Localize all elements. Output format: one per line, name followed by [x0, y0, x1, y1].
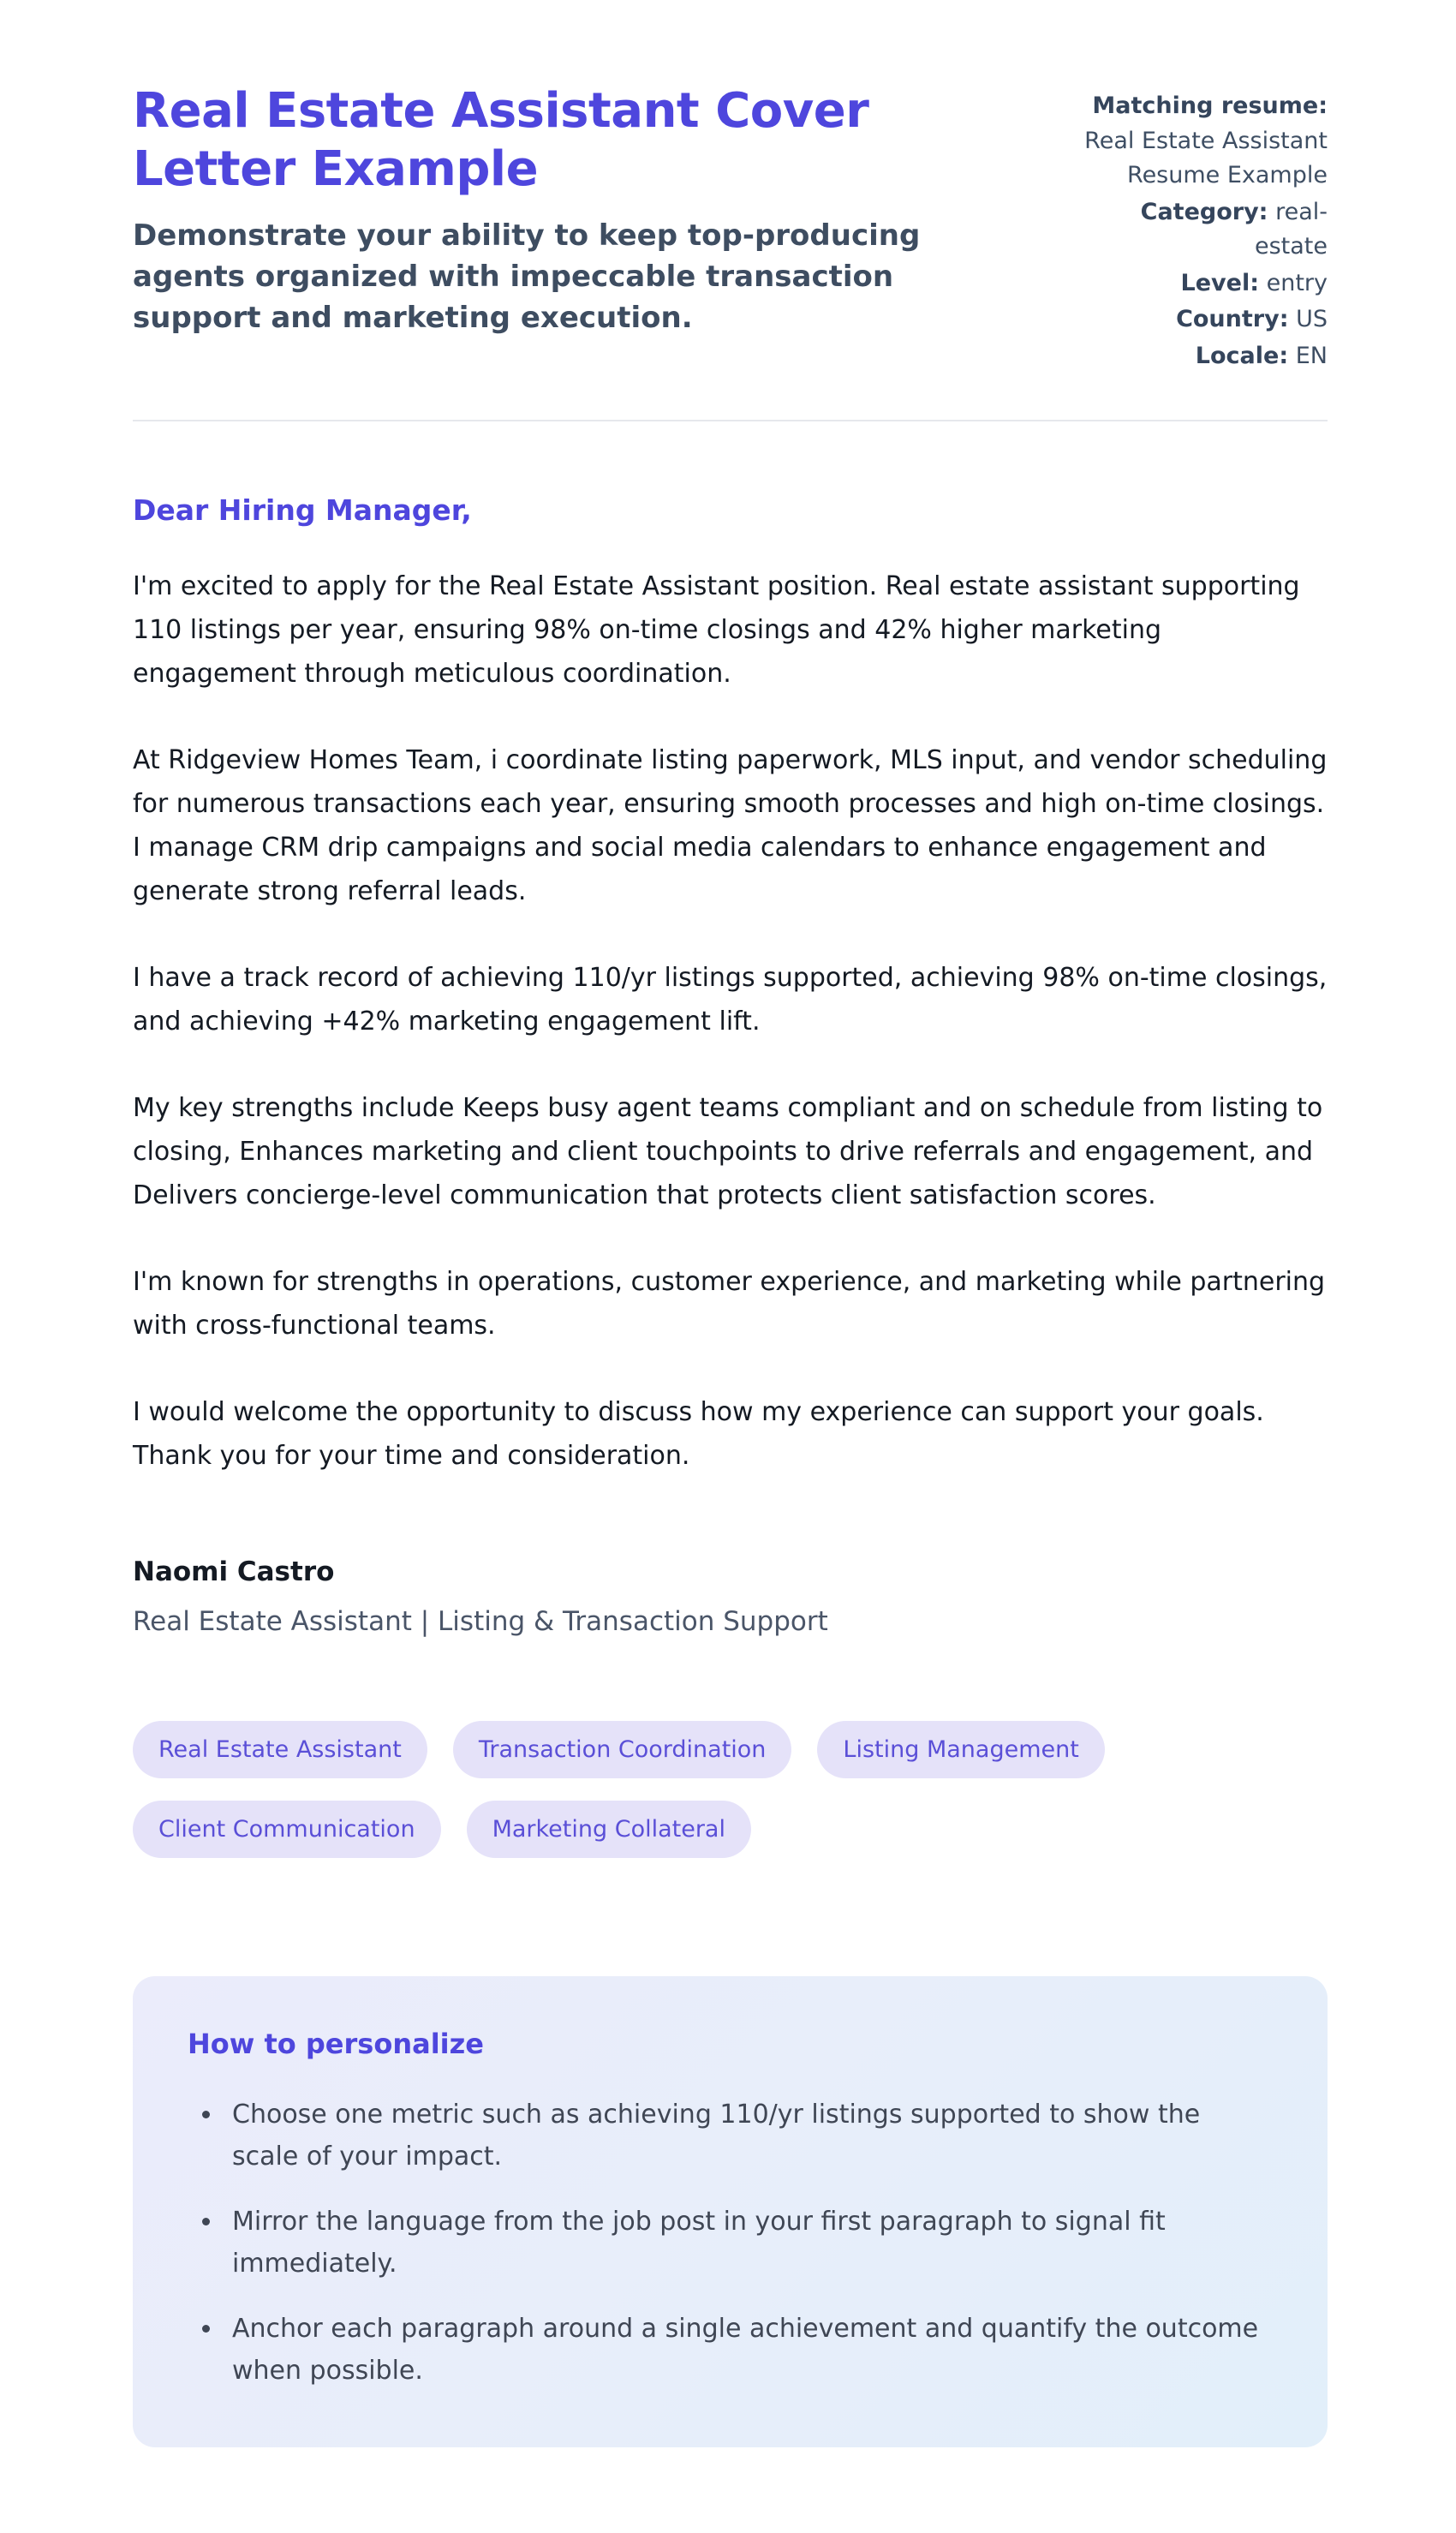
meta-label: Level:	[1180, 269, 1260, 296]
meta-value: US	[1296, 306, 1328, 332]
personalize-title: How to personalize	[188, 2028, 484, 2060]
meta-value: entry	[1266, 269, 1328, 296]
letter-body	[133, 565, 1328, 1478]
letter-paragraph: My key strengths include Keeps busy agent teams compliant and on schedule from listing to closing, Enhances marketing and client touchpoints to drive referrals and engagement, and Delivers concierge-level communication that protects client satisfaction scores.	[133, 1093, 1323, 1210]
meta-label: Country:	[1176, 306, 1289, 332]
meta-row	[1071, 266, 1328, 302]
personalize-bullet: • Choose one metric such as achieving 110/yr listings supported to show the scale of your impact.	[224, 2094, 1273, 2178]
page-title: Real Estate Assistant Cover Letter Example	[133, 83, 869, 198]
personalize-bullet: • Anchor each paragraph around a single achievement and quantify the outcome when possible.	[224, 2309, 1273, 2392]
signature-role: Real Estate Assistant | Listing & Transaction Support	[133, 1606, 828, 1637]
meta-row	[1071, 339, 1328, 374]
meta-label: Locale:	[1195, 342, 1289, 369]
signature-name: Naomi Castro	[133, 1556, 335, 1587]
meta-value: EN	[1295, 342, 1328, 369]
header-divider	[133, 420, 1328, 421]
personalize-tips-box	[133, 1976, 1328, 2447]
meta-label: Category:	[1140, 198, 1268, 225]
page-subtitle: Demonstrate your ability to keep top-producing agents organized with impeccable transaction support and marketing execution.	[133, 218, 921, 336]
signature-block	[133, 1556, 1328, 1637]
meta-label: Matching resume:	[1092, 93, 1328, 119]
meta-row	[1071, 302, 1328, 338]
skill-tag-pill[interactable]: Transaction Coordination	[453, 1721, 792, 1778]
skill-tag-pill[interactable]: Marketing Collateral	[467, 1801, 751, 1858]
personalize-bullet: • Mirror the language from the job post in your first paragraph to signal fit immediately.	[224, 2201, 1273, 2285]
meta-panel	[1071, 82, 1328, 375]
letter-paragraph: At Ridgeview Homes Team, i coordinate listing paperwork, MLS input, and vendor scheduling for numerous transactions each year, ensuring smooth processes and high on-time closings. I manage CRM drip campaigns and social media calendars to enhance engagement and generate strong referral leads.	[133, 745, 1328, 906]
skill-tag-pill[interactable]: Real Estate Assistant	[133, 1721, 427, 1778]
page-header	[133, 82, 1328, 375]
meta-row	[1071, 195, 1328, 265]
letter-paragraph: I have a track record of achieving 110/yr listings supported, achieving 98% on-time closings, and achieving +42% marketing engagement lift.	[133, 963, 1328, 1036]
meta-value: real-estate	[1254, 198, 1328, 260]
letter-paragraph: I would welcome the opportunity to discuss how my experience can support your goals. Thank you for your time and consideration.	[133, 1397, 1264, 1471]
meta-row	[1071, 89, 1328, 194]
meta-value: Real Estate Assistant Resume Example	[1084, 127, 1328, 188]
header-title-block	[133, 82, 989, 338]
skill-tag-pill[interactable]: Listing Management	[817, 1721, 1104, 1778]
skill-tag-pill[interactable]: Client Communication	[133, 1801, 441, 1858]
letter-paragraph: I'm excited to apply for the Real Estate Assistant position. Real estate assistant supporting 110 listings per year, ensuring 98% on-time closings and 42% higher marketing engagement through meticulous coordination.	[133, 571, 1300, 689]
letter-paragraph: I'm known for strengths in operations, customer experience, and marketing while partnering with cross-functional teams.	[133, 1267, 1326, 1341]
skill-tags	[133, 1721, 1246, 1858]
personalize-list	[167, 2094, 1273, 2393]
letter-salutation: Dear Hiring Manager,	[133, 493, 472, 527]
